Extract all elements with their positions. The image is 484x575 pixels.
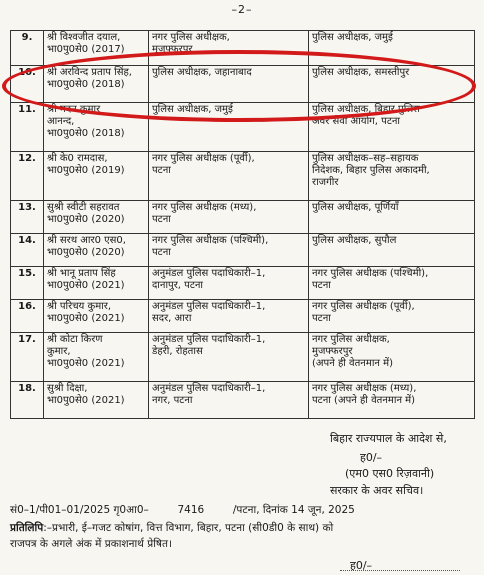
serial-number: 13. bbox=[11, 201, 44, 234]
table-row bbox=[11, 201, 475, 234]
table-row bbox=[11, 382, 475, 419]
officer-name-line: भा0पु0से0 (2017) bbox=[47, 44, 125, 55]
copy-text-1: :–प्रभारी, ई–गजट कोषांग, वित्त विभाग, बिहार, पटना (सी0डी0 के साथ) को bbox=[43, 522, 334, 534]
officer-name bbox=[44, 234, 149, 267]
current-posting bbox=[149, 66, 309, 103]
copy-text-2: राजपत्र के अगले अंक में प्रकाशनार्थ प्रेषित। bbox=[10, 538, 172, 550]
table-row bbox=[11, 31, 475, 66]
officer-name-line: आनन्द, bbox=[47, 116, 75, 127]
new-posting-line: पटना (अपने ही वेतनमान में) bbox=[312, 395, 416, 406]
current-posting-line: नगर पुलिस अधीक्षक (पूर्वी), bbox=[152, 153, 255, 164]
memo-ref: सं0–1/पी01–01/2025 गृ0आ0– bbox=[10, 504, 149, 516]
table-row bbox=[11, 300, 475, 333]
current-posting bbox=[149, 234, 309, 267]
copy-line bbox=[10, 521, 333, 535]
officer-name bbox=[44, 31, 149, 66]
officer-name-line: श्री कोटा किरण bbox=[47, 334, 103, 345]
current-posting-line: नगर पुलिस अधीक्षक, bbox=[152, 32, 230, 43]
officer-name-line: भा0पु0से0 (2021) bbox=[47, 313, 125, 324]
officer-name-line: श्री परिचय कुमार, bbox=[47, 301, 112, 312]
transfer-table bbox=[10, 30, 475, 419]
new-posting bbox=[309, 103, 475, 152]
current-posting bbox=[149, 300, 309, 333]
memo-place-date: /पटना, दिनांक 14 जून, 2025 bbox=[232, 504, 355, 516]
new-posting bbox=[309, 267, 475, 300]
officer-name-line: कुमार, bbox=[47, 346, 71, 357]
new-posting-line: पुलिस अधीक्षक, समस्तीपुर bbox=[312, 67, 410, 78]
new-posting-line: पुलिस अधीक्षक–सह–सहायक bbox=[312, 153, 419, 164]
current-posting-line: पटना bbox=[152, 214, 171, 225]
new-posting-line: पुलिस अधीक्षक, जमुई bbox=[312, 32, 393, 43]
current-posting-line: अनुमंडल पुलिस पदाधिकारी–1, bbox=[152, 383, 266, 394]
order-text: बिहार राज्यपाल के आदेश से, bbox=[330, 432, 447, 445]
current-posting-line: पटना bbox=[152, 247, 171, 258]
officer-name bbox=[44, 333, 149, 382]
officer-name-line: भा0पु0से0 (2018) bbox=[47, 128, 125, 139]
new-posting-line: नगर पुलिस अधीक्षक, bbox=[312, 334, 390, 345]
officer-name-line: सुश्री स्वीटी सहरावत bbox=[47, 202, 120, 213]
table-row bbox=[11, 66, 475, 103]
officer-name bbox=[44, 103, 149, 152]
officer-name-line: सुश्री दिक्षा, bbox=[47, 383, 88, 394]
table-row bbox=[11, 103, 475, 152]
officer-name bbox=[44, 201, 149, 234]
serial-number: 14. bbox=[11, 234, 44, 267]
current-posting-line: पटना bbox=[152, 165, 171, 176]
new-posting bbox=[309, 152, 475, 201]
current-posting-line: नगर पुलिस अधीक्षक (मध्य), bbox=[152, 202, 257, 213]
new-posting-line: पुलिस अधीक्षक, पूर्णियाँ bbox=[312, 202, 399, 213]
new-posting bbox=[309, 234, 475, 267]
table-row bbox=[11, 234, 475, 267]
new-posting-line: पुलिस अधीक्षक, बिहार पुलिस bbox=[312, 104, 420, 115]
officer-name-line: श्री अरविन्द प्रताप सिंह, bbox=[47, 67, 132, 78]
signatory-name: (एम0 एस0 रिज़वानी) bbox=[345, 467, 435, 480]
current-posting bbox=[149, 333, 309, 382]
officer-name-line: भा0पु0से0 (2019) bbox=[47, 165, 125, 176]
current-posting-line: अनुमंडल पुलिस पदाधिकारी–1, bbox=[152, 268, 266, 279]
officer-name-line: श्री मदन कुमार bbox=[47, 104, 101, 115]
serial-number: 17. bbox=[11, 333, 44, 382]
current-posting-line: सदर, आरा bbox=[152, 313, 192, 324]
current-posting-line: नगर पुलिस अधीक्षक (पश्चिमी), bbox=[152, 235, 269, 246]
memo-line bbox=[10, 503, 355, 517]
officer-name bbox=[44, 300, 149, 333]
new-posting-line: राजगीर bbox=[312, 177, 339, 188]
new-posting-line: पुलिस अधीक्षक, सुपौल bbox=[312, 235, 397, 246]
current-posting-line: पुलिस अधीक्षक, जमुई bbox=[152, 104, 233, 115]
serial-number: 18. bbox=[11, 382, 44, 419]
officer-name bbox=[44, 267, 149, 300]
new-posting bbox=[309, 66, 475, 103]
current-posting bbox=[149, 382, 309, 419]
current-posting-line: मुजफ्फरपुर bbox=[152, 44, 193, 55]
officer-name-line: भा0पु0से0 (2018) bbox=[47, 79, 125, 90]
new-posting bbox=[309, 333, 475, 382]
current-posting-line: पुलिस अधीक्षक, जहानाबाद bbox=[152, 67, 252, 78]
new-posting bbox=[309, 201, 475, 234]
serial-number: 12. bbox=[11, 152, 44, 201]
new-posting-line: पटना bbox=[312, 280, 331, 291]
new-posting-line: अवर सेवा आयोग, पटना bbox=[312, 116, 401, 127]
memo-number: 7416 bbox=[177, 504, 205, 516]
table-row bbox=[11, 267, 475, 300]
current-posting bbox=[149, 31, 309, 66]
current-posting bbox=[149, 201, 309, 234]
new-posting-line: पटना bbox=[312, 313, 331, 324]
officer-name-line: भा0पु0से0 (2020) bbox=[47, 214, 125, 225]
current-posting-line: अनुमंडल पुलिस पदाधिकारी–1, bbox=[152, 334, 266, 345]
officer-name bbox=[44, 382, 149, 419]
officer-name-line: श्री सरथ आर0 एस0, bbox=[47, 235, 126, 246]
signatory-title: सरकार के अवर सचिव। bbox=[330, 484, 424, 497]
officer-name-line: श्री विश्वजीत दयाल, bbox=[47, 32, 121, 43]
serial-number: 15. bbox=[11, 267, 44, 300]
serial-number: 16. bbox=[11, 300, 44, 333]
officer-name-line: भा0पु0से0 (2021) bbox=[47, 280, 125, 291]
officer-name-line: भा0पु0से0 (2020) bbox=[47, 247, 125, 258]
new-posting bbox=[309, 300, 475, 333]
current-posting-line: दानापुर, पटना bbox=[152, 280, 204, 291]
new-posting-line: (अपने ही वेतनमान में) bbox=[312, 358, 394, 369]
new-posting-line: नगर पुलिस अधीक्षक (पूर्वी), bbox=[312, 301, 415, 312]
table-row bbox=[11, 333, 475, 382]
current-posting-line: नगर, पटना bbox=[152, 395, 193, 406]
new-posting-line: नगर पुलिस अधीक्षक (पश्चिमी), bbox=[312, 268, 429, 279]
new-posting bbox=[309, 382, 475, 419]
current-posting-line: अनुमंडल पुलिस पदाधिकारी–1, bbox=[152, 301, 266, 312]
current-posting bbox=[149, 152, 309, 201]
table-row bbox=[11, 152, 475, 201]
page-number: –2– bbox=[231, 3, 253, 16]
officer-name-line: श्री भानू प्रताप सिंह bbox=[47, 268, 116, 279]
serial-number: 10. bbox=[11, 66, 44, 103]
new-posting-line: मुजफ्फरपुर bbox=[312, 346, 353, 357]
new-posting bbox=[309, 31, 475, 66]
signature-mark: ह0/– bbox=[360, 451, 383, 464]
serial-number: 11. bbox=[11, 103, 44, 152]
officer-name bbox=[44, 66, 149, 103]
current-posting-line: डेहरी, रोहतास bbox=[152, 346, 203, 357]
officer-name-line: भा0पु0से0 (2021) bbox=[47, 395, 125, 406]
bottom-rule bbox=[340, 570, 460, 571]
officer-name bbox=[44, 152, 149, 201]
serial-number: 9. bbox=[11, 31, 44, 66]
officer-name-line: श्री के0 रामदास, bbox=[47, 153, 108, 164]
current-posting bbox=[149, 267, 309, 300]
current-posting bbox=[149, 103, 309, 152]
bottom-signature: ह0/– bbox=[350, 559, 373, 572]
new-posting-line: नगर पुलिस अधीक्षक (मध्य), bbox=[312, 383, 417, 394]
officer-name-line: भा0पु0से0 (2021) bbox=[47, 358, 125, 369]
copy-label: प्रतिलिपि bbox=[10, 522, 44, 534]
new-posting-line: निदेशक, बिहार पुलिस अकादमी, bbox=[312, 165, 430, 176]
